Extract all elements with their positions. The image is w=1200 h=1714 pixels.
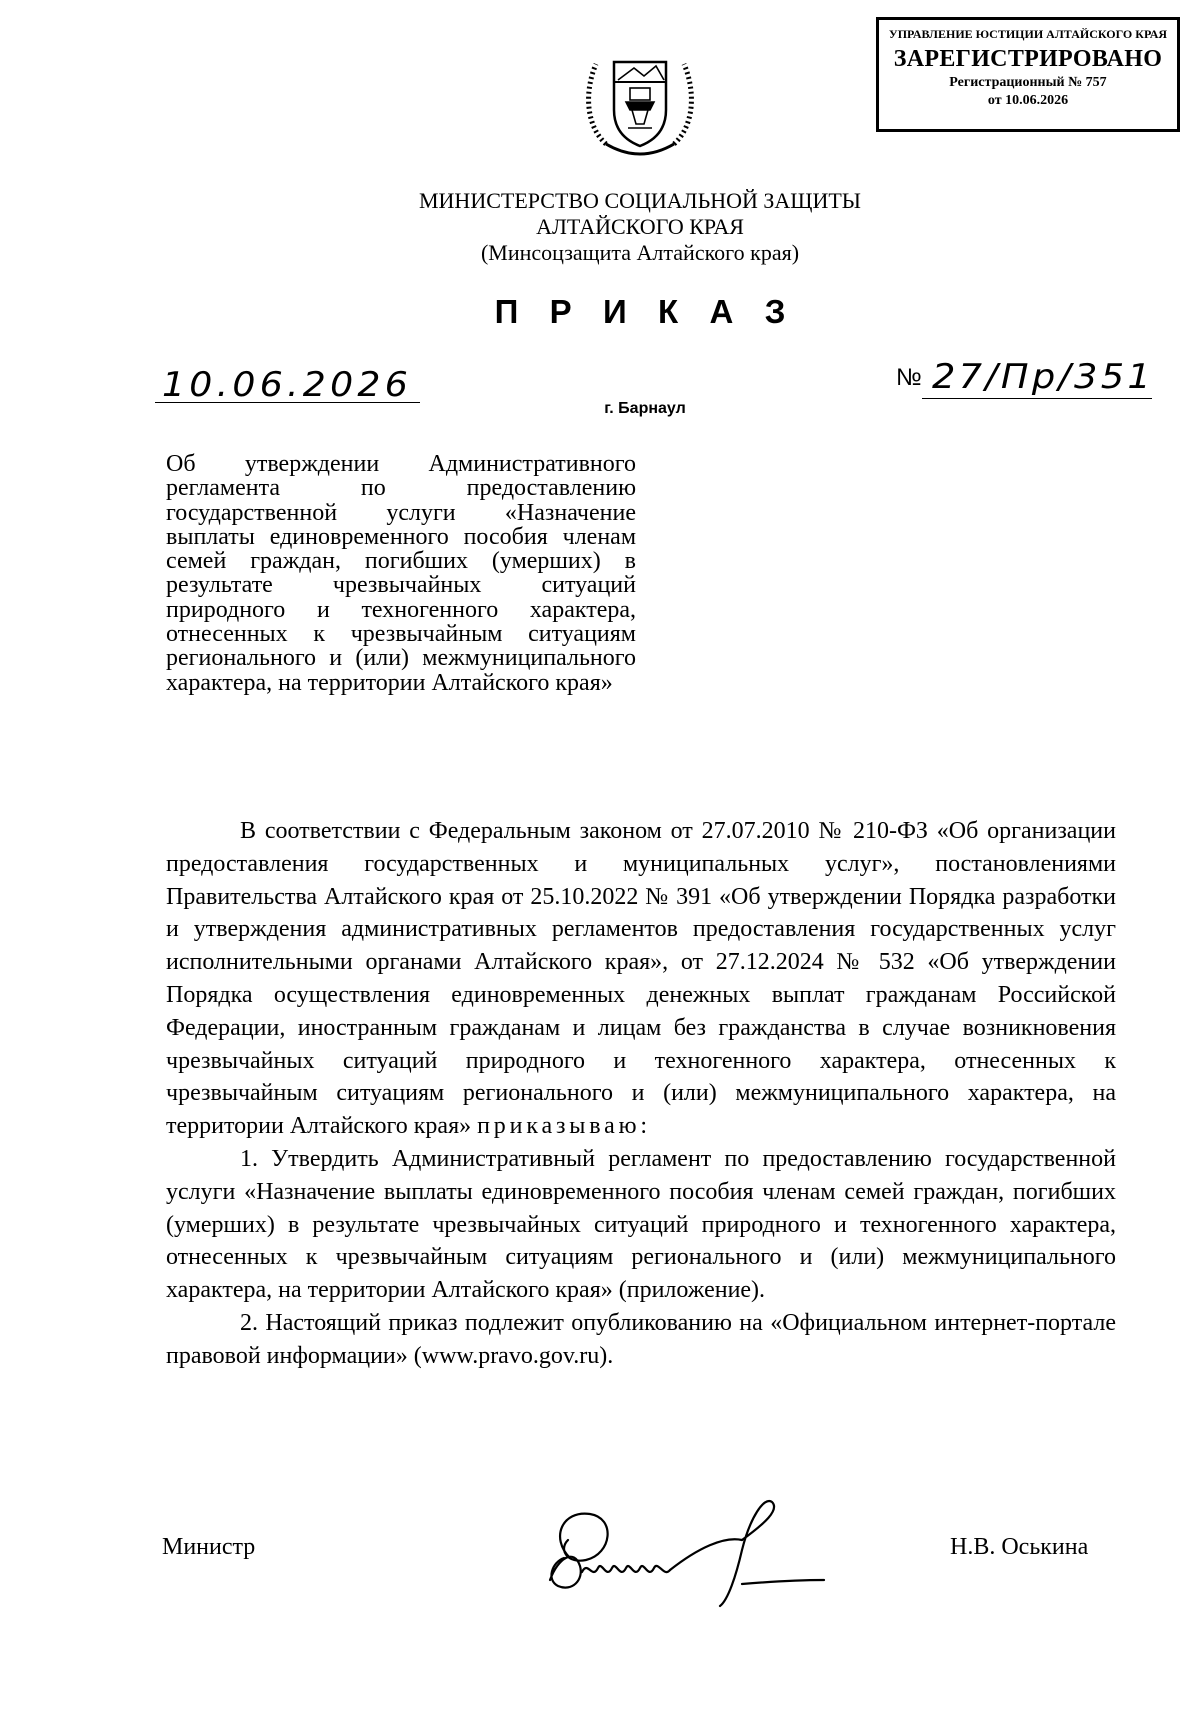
preamble-text: В соответствии с Федеральным законом от 27.07.2010 № 210-ФЗ «Об организации предоставления государственных и муниципальных услуг», постановлениями Правительства Алтайского края от 25.10.2022 № 391 «Об утверждении Порядка разработки и утверждения административных регламентов предоставления государственных услуг исполнительными органами Алтайского края», от 27.12.2024 № 532 «Об утверждении Порядка осуществления единовременных денежных выплат гражданам Российской Федерации, иностранным гражданам и лицам без гражданства в случае возникновения чрезвычайных ситуаций природного и техногенного характера, отнесенных к чрезвычайным ситуациям регионального и (или) межмуниципального характера, на территории Алтайского края» xyxy=(166,818,1116,1140)
handwritten-signature xyxy=(528,1488,848,1618)
ministry-name-line1: МИНИСТЕРСТВО СОЦИАЛЬНОЙ ЗАЩИТЫ xyxy=(418,188,861,213)
stamp-registration-number: Регистрационный № 757 xyxy=(949,75,1107,90)
body-item-2: 2. Настоящий приказ подлежит опубликованию на «Официальном интернет-портале правовой информации» (www.pravo.gov.ru). xyxy=(166,1309,1116,1369)
order-date xyxy=(160,360,418,408)
body-preamble xyxy=(166,815,1116,1143)
order-body xyxy=(166,815,1116,1373)
order-number-underline xyxy=(922,398,1152,399)
order-number-label: № xyxy=(896,364,922,391)
order-date-text: 10.06.2026 xyxy=(162,365,412,405)
body-item-1: 1. Утвердить Административный регламент по предоставлению государственной услуги «Назначение выплаты единовременного пособия членам семей граждан, погибших (умерших) в результате чрезвычайных ситуаций природного и техногенного характера, отнесенных к чрезвычайным ситуациям регионального и (или) межмуниципального характера, на территории Алтайского края» (приложение). xyxy=(166,1145,1116,1304)
order-date-underline xyxy=(155,402,420,403)
order-number-text: 27/Пр/351 xyxy=(932,357,1154,397)
order-subject: Об утверждении Административного регламента по предоставлению государственной услуги «Назначение выплаты единовременного пособия членам семей граждан, погибших (умерших) в результате чрезвычайных ситуаций природного и техногенного характера, отнесенных к чрезвычайным ситуациям регионального и (или) межмуниципального характера, на территории Алтайского края» xyxy=(166,451,636,696)
registration-stamp xyxy=(876,17,1180,132)
signatory-name: Н.В. Оськина xyxy=(950,1534,1089,1560)
coat-of-arms-icon xyxy=(578,40,702,164)
ministry-short-name: (Минсоцзащита Алтайского края) xyxy=(480,240,800,265)
signatory-title: Министр xyxy=(162,1534,256,1560)
stamp-organization: УПРАВЛЕНИЕ ЮСТИЦИИ АЛТАЙСКОГО КРАЯ xyxy=(888,27,1168,41)
decree-word: приказываю: xyxy=(477,1113,651,1140)
stamp-status: ЗАРЕГИСТРИРОВАНО xyxy=(893,46,1163,72)
ministry-name-line2: АЛТАЙСКОГО КРАЯ xyxy=(536,214,744,239)
stamp-registration-date: от 10.06.2026 xyxy=(987,93,1069,108)
order-city: г. Барнаул xyxy=(604,400,686,417)
order-number xyxy=(928,352,1160,404)
document-type-title: ПРИКАЗ xyxy=(494,293,817,330)
